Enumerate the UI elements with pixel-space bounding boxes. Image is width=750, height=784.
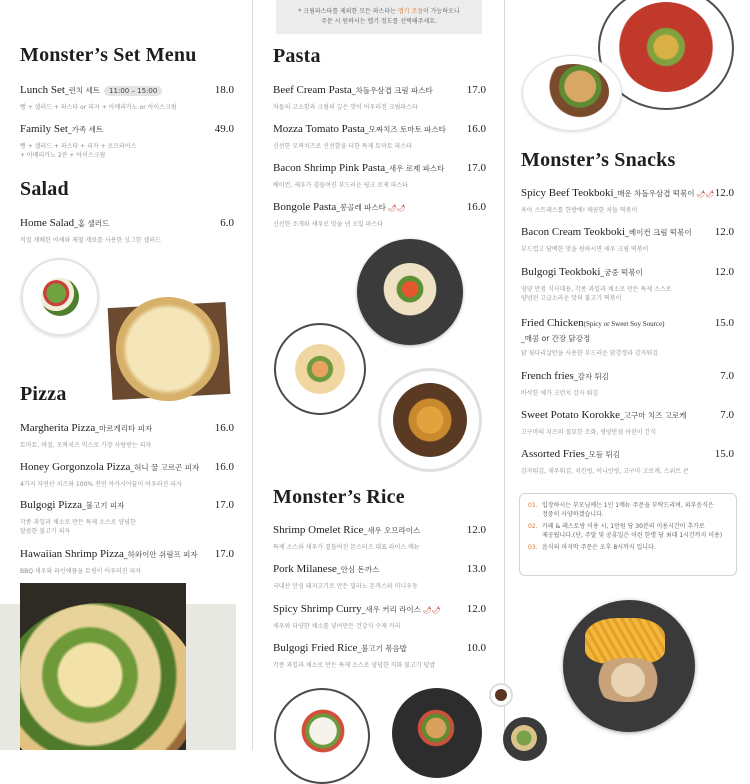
menu-item-spicy-beef-teokboki[interactable]: Spicy Beef Teokboki_매운 차돌우삼겹 떡볶이 🌶🌶 12.0 육아 스트레스를 한방에! 매콤한 차돌 떡볶이	[521, 187, 734, 214]
menu-item-bulgogi-teokboki[interactable]: Bulgogi Teokboki_궁중 떡볶이 12.0 영양 만점 식사대용, 각종 과일과 채소로 만든 특제 소스로 양념된 고급소라운 맛의 불고기 떡볶이	[521, 266, 734, 302]
pasta-plate-shrimp-image	[274, 323, 366, 415]
price: 12.0	[714, 266, 734, 278]
price: 15.0	[714, 317, 734, 329]
menu-item-mozza-tomato-pasta[interactable]: Mozza Tomato Pasta_모짜치즈 토마토 파스타 16.0 신선한 모짜치즈로 신선함을 더한 특제 토마토 파스타	[273, 123, 486, 150]
pizza-board-image	[108, 302, 231, 400]
item-description: 4가지 자연산 치즈와 100% 천연 아카시아꿀이 어우러진 피자	[20, 481, 182, 488]
price: 17.0	[466, 84, 486, 96]
price: 49.0	[214, 123, 234, 135]
price: 12.0	[466, 524, 486, 536]
item-description: 각종 과일과 채소로 만든 특제 소스로 양념한 달콤한 불고기 피자	[20, 519, 136, 535]
price: 12.0	[714, 226, 734, 238]
menu-item-french-fries[interactable]: French fries_감자 튀김 7.0 바삭한 체가 크런치 감자 튀김	[521, 370, 734, 397]
menu-item-home-salad[interactable]: Home Salad_홈 샐러드 6.0 직접 재배한 야채와 제철 재료를 사용한 싱그한 샐러드	[20, 217, 234, 244]
sauce-cup-image	[489, 683, 513, 707]
rule-1: 01. 입장하시는 부모님께는 1인 1메뉴 주문을 부탁드리며, 외부음식은 정중히 사양하겠습니다.	[528, 502, 714, 518]
item-description: 새우와 다양한 채소를 넣어만든 건강식 수제 커리	[273, 623, 401, 630]
item-description: 고구마의 치즈의 절묘한 조화, 영양만점 어린이 간식	[521, 429, 657, 436]
rice-title: Monster’s Rice	[273, 486, 405, 508]
menu-item-honey-gorgonzola-pizza[interactable]: Honey Gorgonzola Pizza_허니 꿀 고르곤 피자 16.0 4가지 자연산 치즈와 100% 천연 아카시아꿀이 어우러진 피자	[20, 461, 234, 488]
item-description: 닭 뒷다리살만을 사용한 부드러운 닭강정과 감자튀김	[521, 350, 659, 357]
menu-item-assorted-fries[interactable]: Assorted Fries_모듬 튀김 15.0 감자튀김, 새우튀김, 치킨링, 어니언링, 고구마 고로케, 스위트 콘	[521, 448, 734, 475]
item-description: 국내산 안심 돼지고기로 만든 밀라노 돈까스와 미니우동	[273, 583, 418, 590]
price: 13.0	[466, 563, 486, 575]
house-rules-box	[519, 493, 737, 576]
item-description: 빵 + 샐러드 + 파스타 + 피자 + 오므라이스 + 아메리카노 2잔 + 아이스크림	[20, 143, 137, 159]
price: 10.0	[466, 642, 486, 654]
menu-item-bongole-pasta[interactable]: Bongole Pasta_봉골레 파스타 🌶🌶 16.0 신선한 조개와 새우로 맛을 낸 오일 파스타	[273, 201, 486, 228]
bread-plate-image	[522, 55, 622, 131]
item-description: 신선한 모짜치즈로 신선함을 더한 특제 토마토 파스타	[273, 143, 412, 150]
price: 18.0	[214, 84, 234, 96]
pizza-title: Pizza	[20, 383, 67, 405]
pasta-plate-cream-image	[378, 368, 482, 472]
price: 16.0	[466, 201, 486, 213]
price: 17.0	[466, 162, 486, 174]
price: 17.0	[214, 499, 234, 511]
item-description: 각종 과일과 채소로 만든 특제 소스로 양념한 직화 불고기 덮밥	[273, 662, 436, 669]
price: 16.0	[214, 422, 234, 434]
menu-item-sweet-potato-korokke[interactable]: Sweet Potato Korokke_고구마 치즈 고로케 7.0 고구마의 치즈의 절묘한 조화, 영양만점 어린이 간식	[521, 409, 734, 436]
chili-pepper-icon: 🌶🌶	[387, 204, 406, 212]
spice-notice-box: * 크림파스타를 제외한 모든 파스타는 맵기 조절이 가능하오니 주문 시 원하시는 맵기 정도를 선택해주세요.	[276, 0, 482, 34]
menu-item-shrimp-omelet-rice[interactable]: Shrimp Omelet Rice_새우 오므라이스 12.0 특제 소스와 새우가 곁들여진 몬스터즈 대표 라이스 메뉴	[273, 524, 486, 551]
price: 12.0	[466, 603, 486, 615]
pasta-title: Pasta	[273, 45, 321, 67]
side-dish-image	[503, 717, 547, 761]
item-description: 베이컨, 새우가 곁들여진 부드러운 핑크 로제 파스타	[273, 182, 409, 189]
menu-item-bacon-shrimp-pink-pasta[interactable]: Bacon Shrimp Pink Pasta_새우 로제 파스타 17.0 베이컨, 새우가 곁들여진 부드러운 핑크 로제 파스타	[273, 162, 486, 189]
item-subtitle: _매콤 or 간장 닭강정	[521, 334, 591, 343]
salad-bowl-image	[21, 258, 99, 336]
item-description: 직접 재배한 야채와 제철 재료를 사용한 싱그한 샐러드	[20, 237, 161, 244]
set-menu-title: Monster’s Set Menu	[20, 44, 197, 66]
menu-item-family-set[interactable]: Family Set_가족 세트 49.0 빵 + 샐러드 + 파스타 + 피자 + 오므라이스 + 아메리카노 2잔 + 아이스크림	[20, 123, 234, 159]
time-badge: 11:00 – 15:00	[104, 86, 162, 96]
item-description: 육아 스트레스를 한방에! 매콤한 차돌 떡볶이	[521, 207, 638, 214]
item-description: 바삭한 체가 크런치 감자 튀김	[521, 390, 599, 397]
item-description: BBQ 새우와 파인애플을 토핑이 어우러진 피자	[20, 568, 142, 575]
menu-item-lunch-set[interactable]: Lunch Set_런치 세트 11:00 – 15:00 18.0 빵 + 샐러드 + 파스타 or 피자 + 아메리카노 or 아이스크림	[20, 84, 234, 111]
item-description: 영양 만점 식사대용, 각종 과일과 채소로 만든 특제 소스로 양념된 고급소라운 맛의 불고기 떡볶이	[521, 286, 672, 302]
item-description: 토마토, 바질, 모짜치즈 믹스로 가장 사랑받는 피자	[20, 442, 152, 449]
price: 16.0	[466, 123, 486, 135]
menu-item-fried-chicken[interactable]: Fried Chicken(Spicy or Sweet Soy Source) 15.0 _매콤 or 간장 닭강정 닭 뒷다리살만을 사용한 부드러운 닭강정과 감자튀김	[521, 317, 734, 357]
price: 15.0	[714, 448, 734, 460]
item-description: 부드럽고 담백한 맛을 원하시면 새우 크림 떡볶이	[521, 246, 649, 253]
item-description: 특제 소스와 새우가 곁들여진 몬스터즈 대표 라이스 메뉴	[273, 544, 420, 551]
fries-chicken-plate-image	[563, 600, 695, 732]
menu-item-margherita-pizza[interactable]: Margherita Pizza_마르게리타 피자 16.0 토마토, 바질, 모짜치즈 믹스로 가장 사랑받는 피자	[20, 422, 234, 449]
menu-item-pork-milanese[interactable]: Pork Milanese_안심 돈까스 13.0 국내산 안심 돼지고기로 만든 밀라노 돈까스와 미니우동	[273, 563, 486, 590]
rule-3: 03. 음식의 마지막 주문은 오후 8시까지 입니다.	[528, 544, 656, 551]
item-description: 신선한 조개와 새우로 맛을 낸 오일 파스타	[273, 221, 383, 228]
chili-pepper-icon: 🌶🌶	[696, 190, 715, 198]
price: 6.0	[220, 217, 234, 229]
menu-item-bulgogi-pizza[interactable]: Bulgogi Pizza_불고기 피자 17.0 각종 과일과 채소로 만든 특제 소스로 양념한 달콤한 불고기 피자	[20, 499, 234, 535]
price: 7.0	[720, 409, 734, 421]
menu-item-beef-cream-pasta[interactable]: Beef Cream Pasta_차돌우삼겹 크림 파스타 17.0 차돌의 고소함과 크림의 깊은 맛이 어우러진 크림파스타	[273, 84, 486, 111]
menu-item-hawaiian-shrimp-pizza[interactable]: Hawaiian Shrimp Pizza_하와이안 쉬림프 피자 17.0 BBQ 새우와 파인애플을 토핑이 어우러진 피자	[20, 548, 234, 575]
item-description: 빵 + 샐러드 + 파스타 or 피자 + 아메리카노 or 아이스크림	[20, 104, 177, 111]
price: 17.0	[214, 548, 234, 560]
pasta-plate-dark-image	[357, 239, 463, 345]
column-divider-2	[504, 0, 505, 750]
column-divider-1	[252, 0, 253, 750]
salad-title: Salad	[20, 178, 69, 200]
item-description: 차돌의 고소함과 크림의 깊은 맛이 어우러진 크림파스타	[273, 104, 418, 111]
rice-plate-omelet-image	[274, 688, 370, 784]
snacks-title: Monster’s Snacks	[521, 149, 676, 171]
menu-item-bacon-cream-teokboki[interactable]: Bacon Cream Teokboki_베이컨 크림 떡볶이 12.0 부드럽고 담백한 맛을 원하시면 새우 크림 떡볶이	[521, 226, 734, 253]
menu-item-bulgogi-fried-rice[interactable]: Bulgogi Fried Rice_불고기 볶음밥 10.0 각종 과일과 채소로 만든 특제 소스로 양념한 직화 불고기 덮밥	[273, 642, 486, 669]
price: 7.0	[720, 370, 734, 382]
rule-2: 02. 카페 & 레스토랑 이용 시, 1만원 당 30분의 이용시간이 추가로 제공됩니다.(단, 주말 및 공휴일은 어린 한명 당 최대 1시간까지 이용)	[528, 523, 723, 539]
menu-item-spicy-shrimp-curry[interactable]: Spicy Shrimp Curry_새우 커리 라이스 🌶🌶 12.0 새우와 다양한 채소를 넣어만든 건강식 수제 커리	[273, 603, 486, 630]
item-description: 감자튀김, 새우튀김, 치킨링, 어니언링, 고구마 고로케, 스위트 콘	[521, 468, 689, 475]
price: 12.0	[714, 187, 734, 199]
chili-pepper-icon: 🌶🌶	[422, 606, 441, 614]
pizza-photo	[20, 583, 186, 750]
rice-plate-dark-image	[392, 688, 482, 778]
price: 16.0	[214, 461, 234, 473]
